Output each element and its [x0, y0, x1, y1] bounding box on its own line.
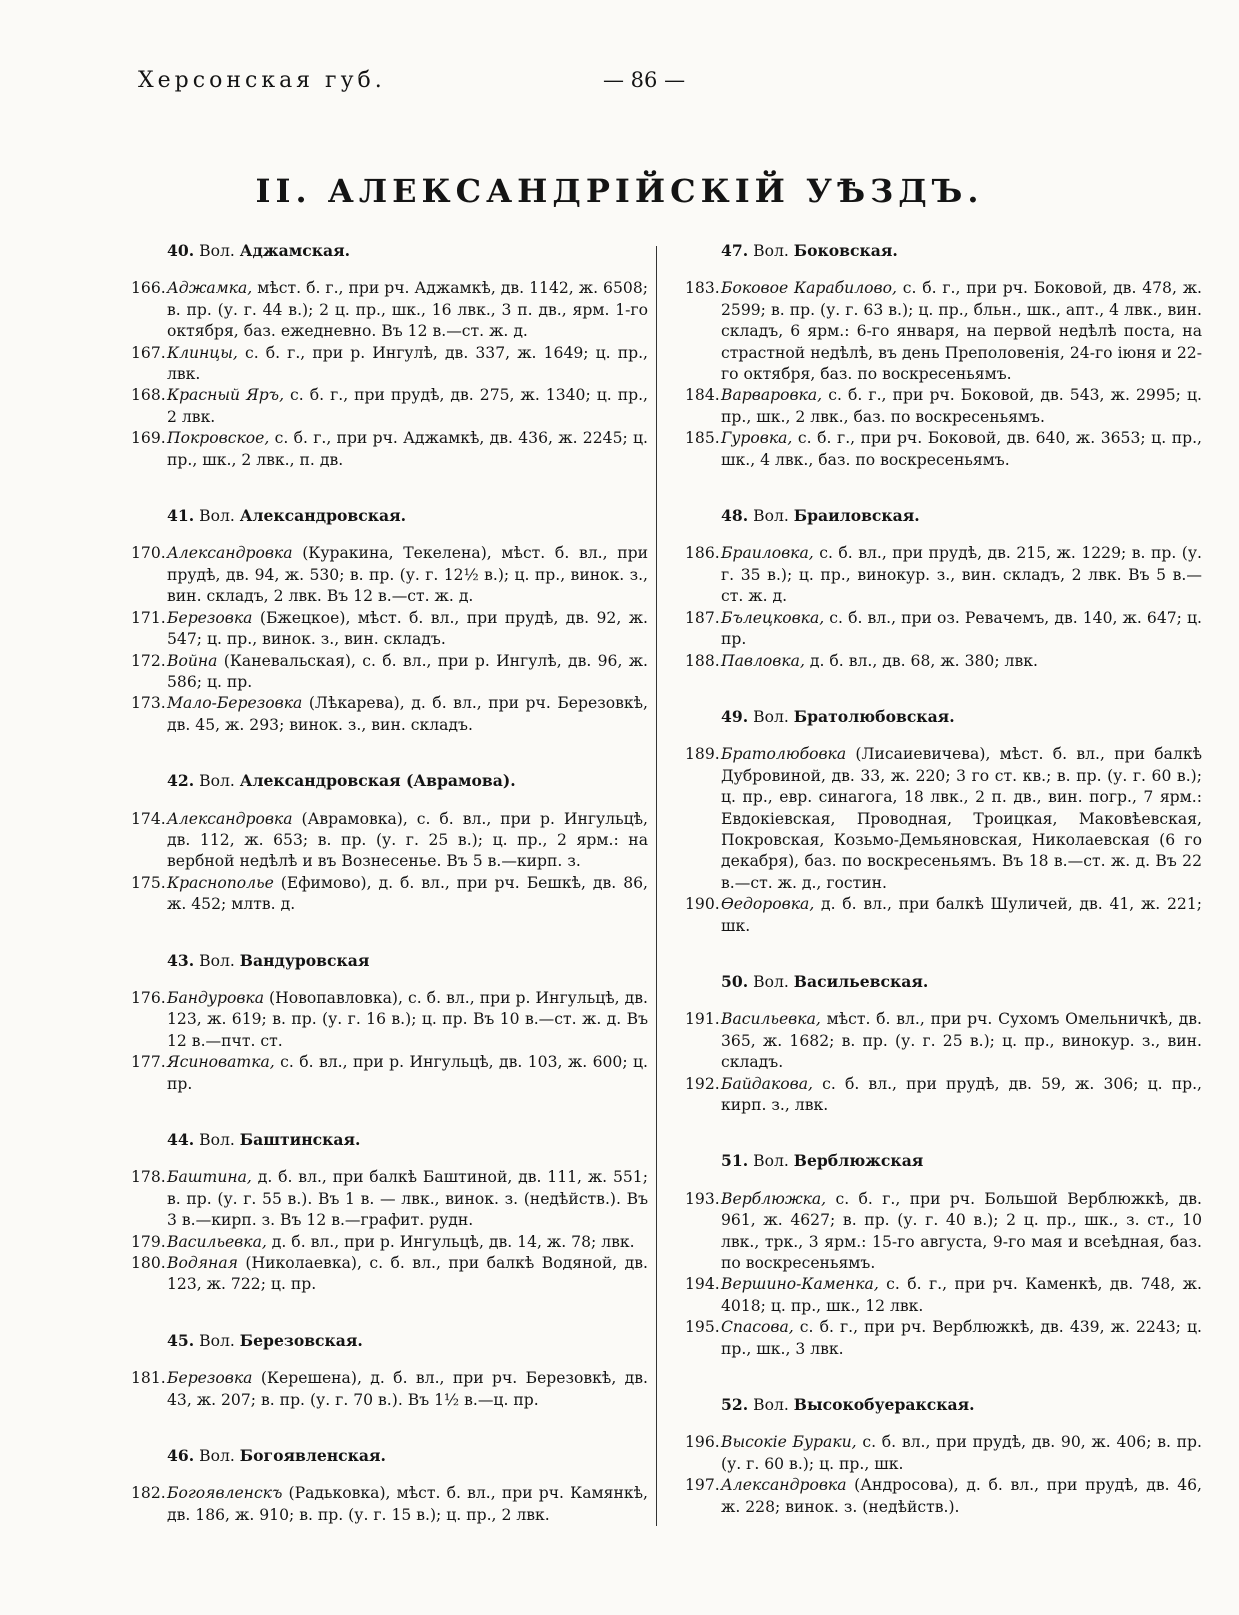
settlement-name: Краснополье: [167, 873, 274, 892]
entry-number: 170.: [131, 544, 166, 563]
section-gap: [131, 1296, 648, 1318]
section-gap: [685, 937, 1202, 959]
settlement-details: с. б. вл., при р. Ингульцѣ, дв. 103, ж. 600; ц. пр.: [167, 1053, 648, 1093]
entry-number: 193.: [685, 1189, 720, 1208]
settlement-details: с. б. г., при рч. Каменкѣ, дв. 748, ж. 4018; ц. пр., шк., 12 лвк.: [721, 1275, 1202, 1315]
volost-name: Аджамская.: [239, 241, 351, 260]
settlement-details: с. б. вл., при прудѣ, дв. 59, ж. 306; ц. пр., кирп. з., лвк.: [721, 1074, 1202, 1114]
volost-heading: [721, 1394, 1202, 1416]
volost-heading: [721, 971, 1202, 993]
settlement-name: Верблюжка,: [721, 1189, 827, 1208]
volost-prefix: Вол.: [199, 1447, 235, 1466]
volost-prefix: Вол.: [199, 1331, 235, 1350]
volost-prefix: Вол.: [199, 507, 235, 526]
volost-heading: [167, 1129, 648, 1151]
volost-number: 52.: [721, 1395, 749, 1415]
entry-number: 168.: [131, 386, 166, 405]
entry-number: 190.: [685, 895, 720, 914]
volost-name: Браиловская.: [793, 506, 920, 526]
volost-prefix: Вол.: [753, 972, 789, 991]
settlement-entry: [131, 1368, 648, 1411]
volost-number: 42.: [167, 771, 195, 791]
entry-number: 187.: [685, 608, 720, 627]
volost-name: Александровская.: [239, 506, 407, 526]
entry-number: 177.: [131, 1053, 166, 1072]
entry-number: 166.: [131, 279, 166, 298]
volost-prefix: Вол.: [753, 707, 789, 726]
settlement-details: (Каневальская), с. б. вл., при р. Ингулѣ, дв. 96, ж. 586; ц. пр.: [167, 651, 648, 691]
settlement-details: д. б. вл., дв. 68, ж. 380; лвк.: [804, 651, 1038, 670]
settlement-details: (Андросова), д. б. вл., при прудѣ, дв. 46, ж. 228; винок. з. (недѣйств.).: [721, 1476, 1202, 1516]
settlement-entry: [131, 1167, 648, 1231]
settlement-name: Красный Яръ,: [167, 386, 285, 405]
settlement-entry: [685, 651, 1202, 672]
entry-number: 184.: [685, 386, 720, 405]
entry-number: 188.: [685, 651, 720, 670]
settlement-entry: [685, 1317, 1202, 1360]
entry-number: 195.: [685, 1318, 720, 1337]
settlement-name: Мало-Березовка: [167, 694, 303, 713]
settlement-name: Покровское,: [167, 429, 270, 448]
section-gap: [685, 1360, 1202, 1382]
settlement-entry: [685, 385, 1202, 428]
volost-prefix: Вол.: [199, 772, 235, 791]
settlement-name: Өедоровка,: [721, 895, 815, 914]
entry-number: 191.: [685, 1010, 720, 1029]
volost-number: 49.: [721, 706, 749, 726]
settlement-entry: [685, 1074, 1202, 1117]
volost-name: Баштинская.: [239, 1130, 361, 1149]
settlement-name: Байдакова,: [721, 1074, 814, 1093]
running-head: Херсонская губ.: [138, 68, 386, 93]
settlement-details: (Николаевка), с. б. вл., при балкѣ Водяной, дв. 123, ж. 722; ц. пр.: [167, 1254, 648, 1294]
settlement-details: с. б. вл., при оз. Ревачемъ, дв. 140, ж. 647; ц. пр.: [721, 608, 1202, 649]
volost-number: 41.: [167, 506, 195, 526]
entry-number: 186.: [685, 544, 720, 563]
volost-number: 50.: [721, 971, 749, 991]
settlement-name: Васильевка,: [721, 1010, 821, 1029]
settlement-details: с. б. г., при рч. Боковой, дв. 478, ж. 2599; в. пр. (у. г. 63 в.); ц. пр., бльн., шк., апт., 4 лвк., вин. складъ, 6 ярм.: 6-го января, на первой недѣлѣ поста, на страстной недѣлѣ, въ день Преполовенія, 24-го іюня и 22-го октября, баз. по воскресеньямъ.: [721, 279, 1202, 384]
settlement-entry: [131, 651, 648, 694]
settlement-name: Богоявленскъ: [167, 1484, 283, 1503]
settlement-details: мѣст. б. вл., при рч. Сухомъ Омельничкѣ, дв. 365, ж. 1682; в. пр. (у. г. 25 в.); ц. пр., винокур. з., вин. складъ.: [721, 1010, 1202, 1072]
volost-number: 51.: [721, 1151, 749, 1171]
volost-number: 46.: [167, 1446, 195, 1466]
volost-name: Верблюжская: [793, 1151, 924, 1171]
volost-prefix: Вол.: [753, 242, 789, 260]
settlement-entry: [131, 608, 648, 651]
settlement-entry: [131, 543, 648, 607]
section-gap: [685, 672, 1202, 694]
volost-heading: [167, 505, 648, 527]
settlement-entry: [685, 278, 1202, 385]
settlement-name: Водяная: [167, 1254, 238, 1273]
entry-number: 173.: [131, 694, 166, 713]
settlement-details: (Ефимово), д. б. вл., при рч. Бешкѣ, дв. 86, ж. 452; млтв. д.: [167, 873, 648, 914]
volost-number: 45.: [167, 1330, 195, 1350]
settlement-details: (Керешена), д. б. вл., при рч. Березовкѣ, дв. 43, ж. 207; в. пр. (у. г. 70 в.). Въ 1½ в.—ц. пр.: [167, 1369, 648, 1409]
settlement-details: (Бжецкое), мѣст. б. вл., при прудѣ, дв. 92, ж. 547; ц. пр., винок. з., вин. складъ.: [167, 608, 648, 649]
volost-heading: [167, 770, 648, 792]
volost-heading: [721, 240, 1202, 262]
settlement-entry: [131, 809, 648, 873]
settlement-details: с. б. г., при рч. Боковой, дв. 543, ж. 2995; ц. пр., шк., 2 лвк., баз. по воскресеньямъ.: [721, 386, 1202, 426]
entry-number: 180.: [131, 1254, 166, 1273]
settlement-name: Спасова,: [721, 1318, 794, 1337]
settlement-entry: [131, 385, 648, 428]
section-gap: [131, 1411, 648, 1433]
settlement-name: Павловка,: [721, 651, 805, 670]
volost-prefix: Вол.: [199, 1131, 235, 1149]
settlement-name: Березовка: [167, 608, 253, 627]
section-gap: [685, 1116, 1202, 1138]
volost-prefix: Вол.: [199, 951, 235, 970]
settlement-details: с. б. г., при рч. Большой Верблюжкѣ, дв. 961, ж. 4627; в. пр. (у. г. 40 в.); 2 ц. пр., шк., з. ст., 10 лвк., трк., 3 ярм.: 15-го августа, 9-го мая и всеѣдная, баз. по воскресеньямъ.: [721, 1189, 1202, 1273]
page-number: — 86 —: [603, 68, 686, 92]
settlement-entry: [131, 278, 648, 342]
volost-number: 44.: [167, 1130, 195, 1149]
entry-number: 196.: [685, 1433, 720, 1452]
volost-name: Боковская.: [793, 241, 898, 260]
volost-name: Вандуровская: [239, 950, 370, 970]
entry-number: 171.: [131, 608, 166, 627]
entry-number: 181.: [131, 1369, 166, 1388]
entry-number: 175.: [131, 873, 166, 892]
volost-heading: [721, 505, 1202, 527]
settlement-name: Бълецковка,: [721, 608, 825, 627]
settlement-entry: [131, 693, 648, 736]
settlement-name: Березовка: [167, 1369, 253, 1388]
settlement-name: Ясиноватка,: [167, 1053, 275, 1072]
settlement-name: Александровка: [721, 1476, 847, 1495]
page-header: [138, 68, 1098, 108]
settlement-name: Александровка: [167, 544, 293, 563]
section-gap: [131, 916, 648, 938]
settlement-entry: [685, 1432, 1202, 1475]
settlement-name: Боковое Карабилово,: [721, 279, 897, 298]
volost-number: 47.: [721, 241, 749, 260]
section-gap: [685, 471, 1202, 493]
settlement-details: (Аврамовка), с. б. вл., при р. Ингульцѣ, дв. 112, ж. 653; в. пр. (у. г. 25 в.); ц. пр., 2 ярм.: на вербной недѣлѣ и въ Вознесенье. Въ 5 в.—кирп. з.: [167, 809, 648, 871]
settlement-entry: [131, 988, 648, 1052]
volost-name: Высокобуеракская.: [793, 1395, 975, 1415]
settlement-name: Гуровка,: [721, 429, 793, 448]
volost-heading: [167, 240, 648, 262]
entry-number: 194.: [685, 1275, 720, 1294]
settlement-details: мѣст. б. г., при рч. Аджамкѣ, дв. 1142, ж. 6508; в. пр. (у. г. 44 в.); 2 ц. пр., шк., 16 лвк., 3 п. дв., ярм. 1-го октября, баз. ежедневно. Въ 12 в.—ст. ж. д.: [167, 279, 648, 341]
settlement-details: с. б. г., при рч. Аджамкѣ, дв. 436, ж. 2245; ц. пр., шк., 2 лвк., п. дв.: [167, 429, 648, 469]
entry-number: 174.: [131, 809, 166, 828]
entry-number: 178.: [131, 1168, 166, 1187]
settlement-details: с. б. вл., при прудѣ, дв. 215, ж. 1229; в. пр. (у. г. 35 в.); ц. пр., винокур. з., вин. складъ, 2 лвк. Въ 5 в.—ст. ж. д.: [721, 544, 1202, 606]
settlement-name: Браиловка,: [721, 544, 814, 563]
entry-number: 192.: [685, 1074, 720, 1093]
column-divider: [656, 246, 657, 1526]
settlement-details: д. б. вл., при балкѣ Шуличей, дв. 41, ж. 221; шк.: [721, 895, 1202, 935]
right-column: [685, 240, 1202, 1518]
settlement-entry: [131, 428, 648, 471]
volost-prefix: Вол.: [199, 242, 235, 260]
entry-number: 185.: [685, 429, 720, 448]
settlement-entry: [685, 1189, 1202, 1275]
volost-prefix: Вол.: [753, 1152, 789, 1171]
settlement-details: с. б. г., при рч. Боковой, дв. 640, ж. 3653; ц. пр., шк., 4 лвк., баз. по воскресеньямъ.: [721, 429, 1202, 469]
volost-prefix: Вол.: [753, 507, 789, 526]
settlement-entry: [685, 894, 1202, 937]
settlement-details: (Куракина, Текелена), мѣст. б. вл., при прудѣ, дв. 94, ж. 530; в. пр. (у. г. 12½ в.); ц. пр., винок. з., вин. складъ, 2 лвк. Въ 12 в.—ст. ж. д.: [167, 544, 648, 606]
volost-number: 43.: [167, 950, 195, 970]
section-title: II. АЛЕКСАНДРІЙСКІЙ УѢЗДЪ.: [255, 172, 984, 210]
settlement-details: с. б. г., при рч. Верблюжкѣ, дв. 439, ж. 2243; ц. пр., шк., 3 лвк.: [721, 1318, 1202, 1358]
settlement-name: Высокіе Бураки,: [721, 1433, 857, 1452]
settlement-entry: [131, 343, 648, 386]
entry-number: 189.: [685, 745, 720, 764]
entry-number: 176.: [131, 988, 166, 1007]
settlement-name: Александровка: [167, 809, 293, 828]
settlement-entry: [131, 1232, 648, 1253]
entry-number: 197.: [685, 1476, 720, 1495]
settlement-name: Бандуровка: [167, 988, 265, 1007]
entry-number: 169.: [131, 429, 166, 448]
volost-heading: [167, 1330, 648, 1352]
settlement-details: (Радьковка), мѣст. б. вл., при рч. Камянкѣ, дв. 186, ж. 910; в. пр. (у. г. 15 в.); ц. пр., 2 лвк.: [167, 1484, 648, 1524]
settlement-name: Васильевка,: [167, 1232, 267, 1251]
settlement-name: Война: [167, 651, 218, 670]
entry-number: 182.: [131, 1484, 166, 1503]
section-gap: [131, 1095, 648, 1117]
volost-prefix: Вол.: [753, 1396, 789, 1415]
settlement-entry: [685, 1009, 1202, 1073]
volost-heading: [167, 950, 648, 972]
volost-name: Братолюбовская.: [793, 706, 955, 726]
entry-number: 183.: [685, 279, 720, 298]
volost-heading: [721, 706, 1202, 728]
settlement-entry: [685, 1475, 1202, 1518]
settlement-name: Баштина,: [167, 1168, 252, 1187]
settlement-details: с. б. г., при р. Ингулѣ, дв. 337, ж. 1649; ц. пр., лвк.: [167, 343, 648, 384]
settlement-name: Братолюбовка: [721, 745, 847, 764]
entry-number: 172.: [131, 651, 166, 670]
volost-heading: [167, 1445, 648, 1467]
volost-number: 40.: [167, 241, 195, 260]
settlement-details: (Лѣкарева), д. б. вл., при рч. Березовкѣ, дв. 45, ж. 293; винок. з., вин. складъ.: [167, 694, 648, 734]
settlement-entry: [131, 873, 648, 916]
settlement-entry: [685, 608, 1202, 651]
volost-name: Богоявленская.: [239, 1446, 386, 1466]
settlement-details: д. б. вл., при р. Ингульцѣ, дв. 14, ж. 78; лвк.: [266, 1232, 635, 1251]
settlement-entry: [131, 1253, 648, 1296]
volost-number: 48.: [721, 506, 749, 526]
settlement-entry: [685, 428, 1202, 471]
settlement-name: Вершино-Каменка,: [721, 1275, 879, 1294]
section-gap: [131, 736, 648, 758]
settlement-entry: [131, 1052, 648, 1095]
settlement-details: с. б. вл., при прудѣ, дв. 90, ж. 406; в. пр. (у. г. 60 в.); ц. пр., шк.: [721, 1433, 1202, 1473]
settlement-details: д. б. вл., при балкѣ Баштиной, дв. 111, ж. 551; в. пр. (у. г. 55 в.). Въ 1 в. — лвк., винок. з. (недѣйств.). Въ 3 в.—кирп. з. Въ 12 в.—графит. рудн.: [167, 1168, 648, 1230]
left-column: [131, 240, 648, 1526]
volost-heading: [721, 1150, 1202, 1172]
settlement-name: Варваровка,: [721, 386, 823, 405]
section-gap: [131, 471, 648, 493]
settlement-name: Аджамка,: [167, 279, 253, 298]
volost-name: Березовская.: [239, 1330, 363, 1350]
entry-number: 179.: [131, 1232, 166, 1251]
settlement-name: Клинцы,: [167, 343, 238, 362]
settlement-details: (Лисаиевичева), мѣст. б. вл., при балкѣ Дубровиной, дв. 33, ж. 220; 3 го ст. кв.; в. пр. (у. г. 60 в.); ц. пр., евр. синагога, 18 лвк., 2 п. дв., вин. погр., 7 ярм.: Евдокіевская, Проводная, Троицкая, Маковѣевская, Покровская, Козьмо-Демьяновская, Николаевская (6 го декабря), баз. по воскресеньямъ. Въ 18 в.—ст. ж. д. Въ 22 в.—ст. ж. д., гостин.: [721, 745, 1202, 892]
settlement-entry: [685, 744, 1202, 894]
settlement-details: (Новопавловка), с. б. вл., при р. Ингульцѣ, дв. 123, ж. 619; в. пр. (у. г. 16 в.); ц. пр. Въ 10 в.—ст. ж. д. Въ 12 в.—пчт. ст.: [167, 988, 648, 1050]
settlement-entry: [685, 543, 1202, 607]
entry-number: 167.: [131, 343, 166, 362]
settlement-entry: [131, 1483, 648, 1526]
settlement-details: с. б. г., при прудѣ, дв. 275, ж. 1340; ц. пр., 2 лвк.: [167, 386, 649, 426]
volost-name: Александровская (Аврамова).: [239, 771, 516, 791]
volost-name: Васильевская.: [793, 971, 929, 991]
settlement-entry: [685, 1274, 1202, 1317]
